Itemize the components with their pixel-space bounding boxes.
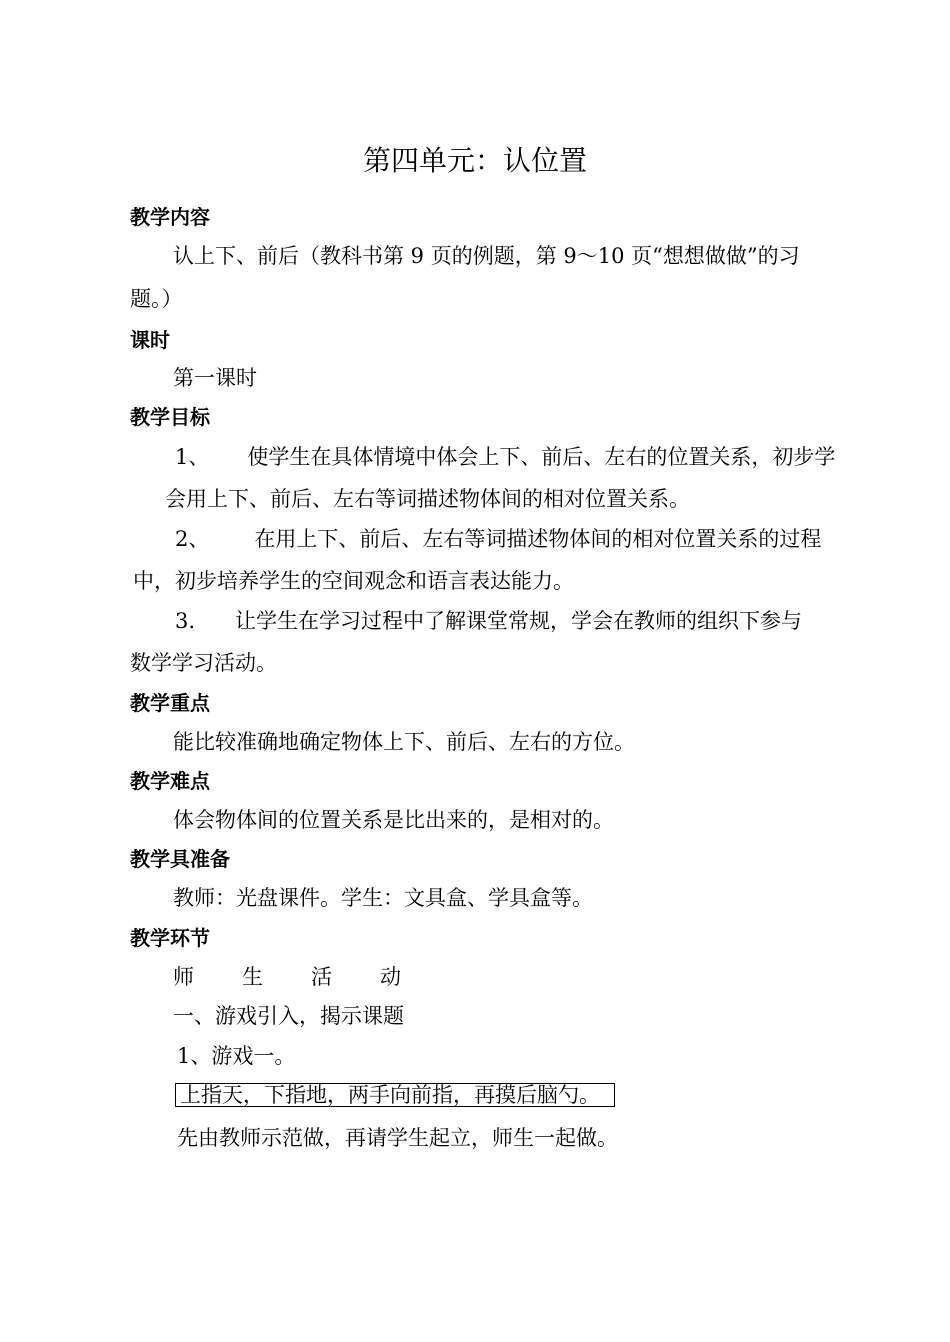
heading-materials: 教学具准备: [130, 847, 230, 871]
objective-3-line-1: [175, 607, 802, 635]
document-title: 第四单元：认位置: [362, 144, 587, 177]
step-1-title: 一、游戏引入，揭示课题: [173, 1004, 404, 1028]
heading-difficulties: 教学难点: [130, 769, 210, 793]
procedure-note: 先由教师示范做，再请学生起立，师生一起做。: [177, 1126, 618, 1150]
objective-1-line-2: 会用上下、前后、左右等词描述物体间的相对位置关系。: [165, 487, 690, 511]
rhyme-text: 上指天，下指地，两手向前指，再摸后脑勺。: [180, 1083, 600, 1107]
activity-char: 动: [380, 965, 401, 989]
materials-text: 教师：光盘课件。学生：文具盒、学具盒等。: [173, 886, 593, 910]
heading-objectives: 教学目标: [130, 405, 210, 429]
objective-2-number: 2、: [175, 527, 210, 551]
activity-char: 师: [173, 965, 194, 989]
key-points-text: 能比较准确地确定物体上下、前后、左右的方位。: [173, 730, 635, 754]
objective-2-line-1: [175, 525, 821, 553]
teaching-content-line-2: 题。）: [130, 287, 183, 311]
objective-2-text: 在用上下、前后、左右等词描述物体间的相对位置关系的过程: [254, 527, 822, 551]
difficulties-text: 体会物体间的位置关系是比出来的，是相对的。: [173, 808, 614, 832]
objective-3-line-2: 数学学习活动。: [130, 651, 277, 675]
objective-1-line-1: [175, 443, 835, 471]
objective-3-number: 3.: [175, 609, 196, 633]
teaching-content-line-1: 认上下、前后（教科书第 9 页的例题，第 9～10 页“想想做做”的习: [173, 244, 800, 268]
activity-column-header: [173, 963, 449, 991]
activity-char: 生: [242, 965, 263, 989]
activity-char: 活: [311, 965, 332, 989]
period-text: 第一课时: [173, 366, 257, 390]
objective-3-text: 让学生在学习过程中了解课堂常规，学会在教师的组织下参与: [235, 609, 803, 633]
rhyme-box: [175, 1083, 615, 1107]
objective-2-line-2: 中，初步培养学生的空间观念和语言表达能力。: [133, 569, 574, 593]
game-1-label: 1、游戏一。: [177, 1044, 296, 1068]
objective-1-number: 1、: [175, 445, 210, 469]
heading-key-points: 教学重点: [130, 691, 210, 715]
heading-procedure: 教学环节: [130, 926, 210, 950]
objective-1-text: 使学生在具体情境中体会上下、前后、左右的位置关系，初步学: [247, 445, 836, 469]
heading-teaching-content: 教学内容: [130, 205, 210, 229]
heading-period: 课时: [130, 328, 170, 352]
